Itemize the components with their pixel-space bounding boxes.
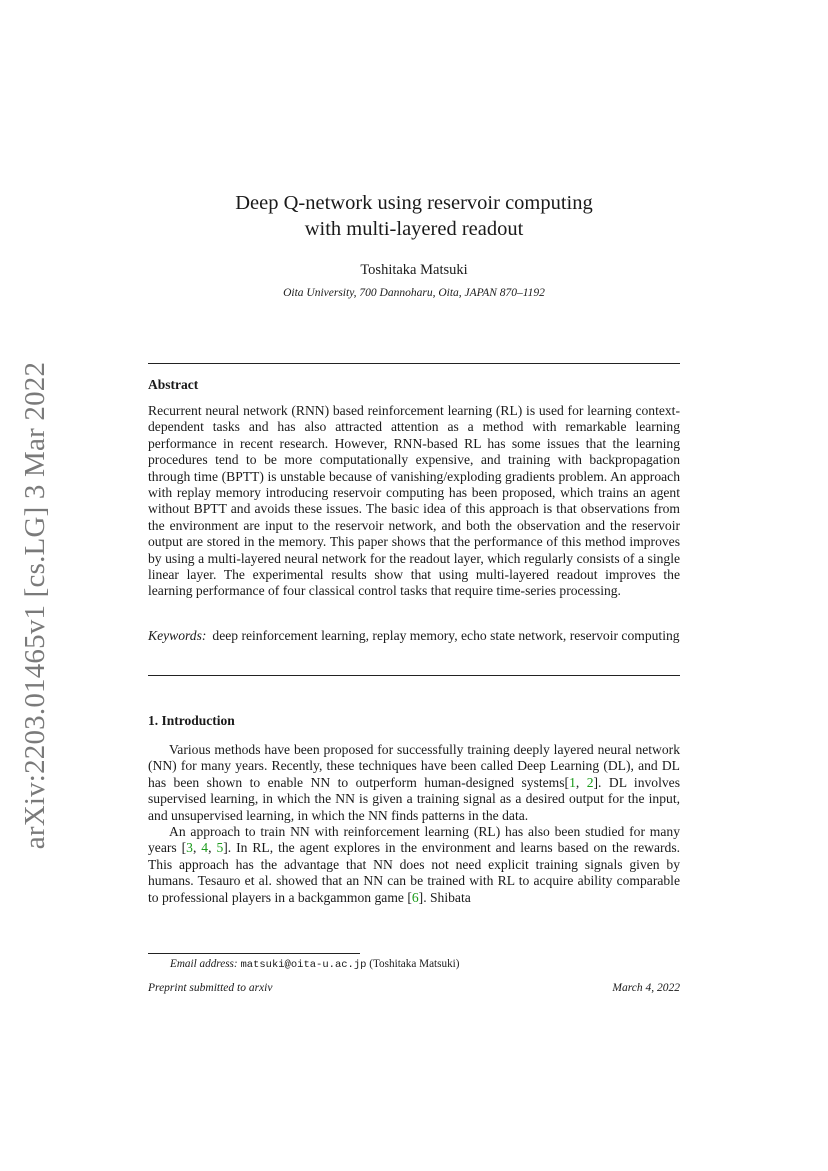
citation-sep: , bbox=[575, 774, 587, 790]
abstract-body: Recurrent neural network (RNN) based reinforcement learning (RL) is used for learning context-dependent tasks and has also attracted attention as a method with remarkable learning performance in recent research. However, RNN-based RL has some issues that the learning procedures tend to be more computationally expensive, and training with backpropagation through time (BPTT) is unstable because of vanishing/exploding gradients problem. An approach with replay memory introducing reservoir computing has been proposed, which trains an agent without BPTT and avoids these issues. The basic idea of this approach is that observations from the environment are input to the reservoir network, and both the observation and the reservoir output are stored in the memory. This paper shows that the performance of this method improves by using a multi-layered neural network for the readout layer, which regularly consists of a single linear layer. The experimental results show that using multi-layered readout improves the learning performance of four classical control tasks that require time-series processing. bbox=[148, 403, 680, 599]
author-name: Toshitaka Matsuki bbox=[360, 262, 468, 278]
footnote-rule bbox=[148, 953, 360, 954]
citation-link[interactable]: 5 bbox=[216, 840, 224, 856]
citation-link[interactable]: 3 bbox=[186, 840, 193, 856]
keywords bbox=[148, 628, 680, 644]
section-heading-introduction: 1. Introduction bbox=[148, 713, 235, 728]
intro-p1-text: Various methods have been proposed for successfully training deeply layered neural network (NN) for many years. Recently, these techniques have been called Deep Learning (DL), and DL has been shown to enable NN to outperform human-designed systems[ bbox=[148, 742, 680, 790]
preprint-date: March 4, 2022 bbox=[612, 982, 680, 994]
citation-link[interactable]: 4 bbox=[201, 840, 209, 856]
footnote-email bbox=[170, 958, 460, 971]
footnote-author: (Toshitaka Matsuki) bbox=[369, 958, 460, 970]
author-email[interactable]: matsuki@oita-u.ac.jp bbox=[240, 959, 367, 971]
preprint-note: Preprint submitted to arxiv bbox=[148, 982, 273, 994]
abstract-heading: Abstract bbox=[148, 377, 199, 392]
intro-p1-text: ]. DL involves supervised learning, in which the NN is given a training signal as a desired output for the input, and unsupervised learning, in which the NN finds patterns in the data. bbox=[148, 774, 681, 823]
keywords-text: deep reinforcement learning, replay memory, echo state network, reservoir computing bbox=[212, 628, 680, 643]
keywords-label: Keywords: bbox=[148, 628, 207, 643]
intro-paragraph-1 bbox=[148, 742, 680, 824]
citation-link[interactable]: 2 bbox=[586, 774, 594, 790]
abstract-bottom-rule bbox=[148, 675, 680, 676]
paper-title bbox=[148, 190, 680, 242]
citation-sep: , bbox=[192, 840, 202, 856]
abstract-top-rule bbox=[148, 363, 680, 364]
citation-link[interactable]: 1 bbox=[569, 774, 576, 790]
title-line-1: Deep Q-network using reservoir computing bbox=[235, 192, 593, 214]
intro-p2-text: ]. Shibata bbox=[418, 889, 471, 905]
footnote-label: Email address: bbox=[170, 958, 238, 970]
intro-p2-text: ]. In RL, the agent explores in the environment and learns based on the rewards. This approach has the advantage that NN does not need explicit training signals given by humans. Tesauro et al. showed that an NN can be trained with RL to acquire ability comparable to professional players in a backgammon game [ bbox=[148, 840, 681, 905]
title-line-2: with multi-layered readout bbox=[304, 218, 524, 240]
arxiv-sidebar-stamp bbox=[14, 350, 58, 860]
arxiv-id[interactable]: arXiv:2203.01465v1 [cs.LG] 3 Mar 2022 bbox=[19, 361, 52, 849]
intro-p2-text: An approach to train NN with reinforcement learning (RL) has also been studied for many years [ bbox=[148, 824, 680, 856]
citation-sep: , bbox=[208, 840, 217, 856]
citation-link[interactable]: 6 bbox=[411, 889, 419, 905]
author-affiliation: Oita University, 700 Dannoharu, Oita, JAPAN 870–1192 bbox=[283, 287, 545, 299]
introduction-body bbox=[148, 742, 680, 906]
intro-paragraph-2 bbox=[148, 824, 680, 906]
